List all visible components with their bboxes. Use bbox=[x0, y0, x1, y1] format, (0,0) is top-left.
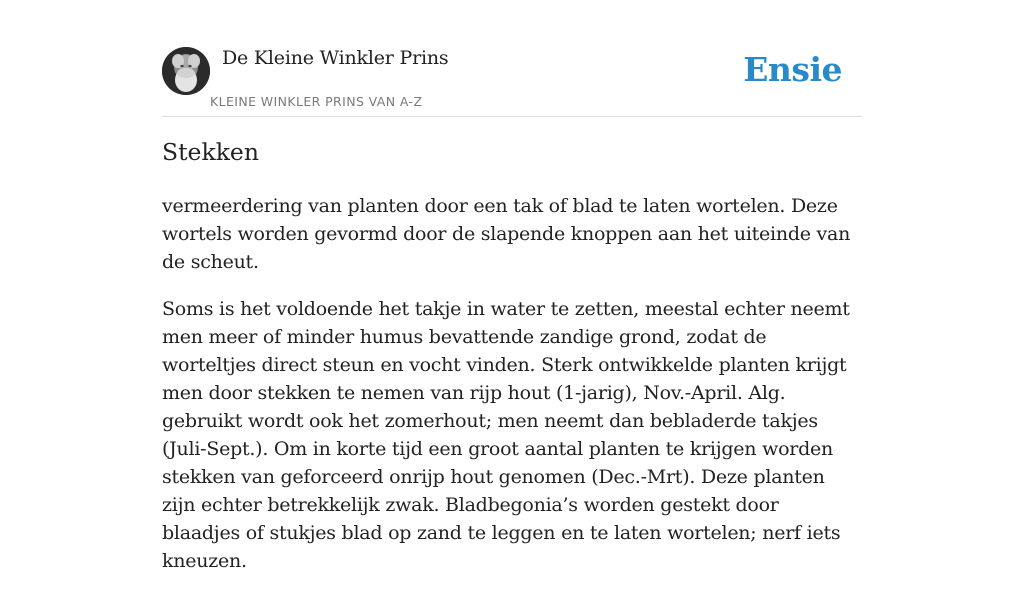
page-header bbox=[162, 44, 862, 117]
article-paragraph: Soms is het voldoende het takje in water te zetten, meestal echter neemt men meer of minder humus bevattende zandige grond, zodat de worteltjes direct steun en vocht vinden. Sterk ontwikkelde planten krijgt men door stekken te nemen van rijp hout (1-jarig), Nov.-April. Alg. gebruikt wordt ook het zomerhout; men neemt dan bebladerde takjes (Juli-Sept.). Om in korte tijd een groot aantal planten te krijgen worden stekken van geforceerd onrijp hout genomen (Dec.-Mrt). Deze planten zijn echter betrekkelijk zwak. Bladbegonia’s worden gestekt door blaadjes of stukjes blad op zand te leggen en te laten wortelen; nerf iets kneuzen. bbox=[162, 298, 850, 572]
book-title[interactable]: De Kleine Winkler Prins bbox=[222, 47, 449, 69]
book-subtitle[interactable]: KLEINE WINKLER PRINS VAN A-Z bbox=[210, 94, 423, 109]
author-portrait-icon bbox=[162, 47, 210, 95]
article-paragraph: vermeerdering van planten door een tak of blad te laten wortelen. Deze wortels worden gevormd door de slapende knoppen aan het uiteinde van de scheut. bbox=[162, 195, 851, 273]
article-body bbox=[162, 192, 862, 594]
author-avatar[interactable] bbox=[162, 47, 210, 95]
ensie-logo-link[interactable]: Ensie bbox=[743, 50, 842, 89]
article-title: Stekken bbox=[162, 138, 259, 166]
